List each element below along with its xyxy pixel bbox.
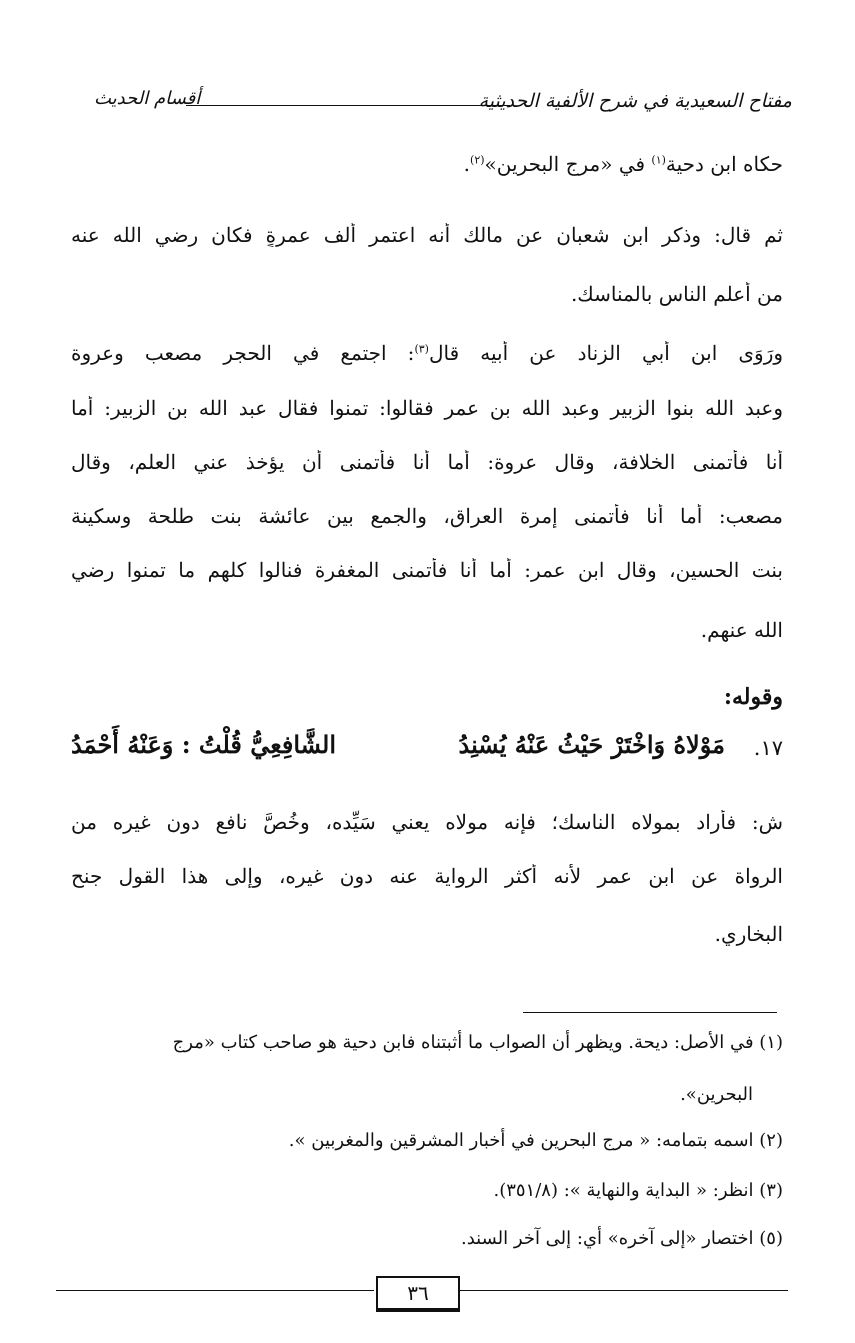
paragraph-2-line-1: ثم قال: وذكر ابن شعبان عن مالك أنه اعتمر ألف عمرةٍ فكان رضي الله عنه (71, 223, 783, 247)
footnote-rule (523, 1012, 777, 1013)
paragraph-3-line-1a: ورَوَى ابن أبي الزناد عن أبيه قال (428, 341, 783, 365)
paragraph-3-line-5: بنت الحسين، وقال ابن عمر: أما أنا فأتمنى المغفرة فنالوا كلهم ما تمنوا رضي (71, 558, 783, 582)
paragraph-4-line-1: ش: فأراد بمولاه الناسك؛ فإنه مولاه يعني سَيِّده، وخُصَّ نافع دون غيره من (71, 810, 783, 834)
paragraph-1-mid: في «مرج البحرين» (484, 152, 652, 176)
verse-hemistich-1: مَوْلاهُ وَاخْتَرْ حَيْثُ عَنْهُ يُسْنِدُ (458, 730, 725, 759)
footnote-3: (٣) انظر: « البداية والنهاية »: (٣٥١/٨). (493, 1180, 783, 1201)
page-number: ٣٦ (376, 1276, 460, 1312)
footnote-1-line-2: البحرين». (680, 1084, 753, 1105)
footnote-ref-2: (٢) (470, 153, 485, 167)
paragraph-3-line-2: وعبد الله بنوا الزبير وعبد الله بن عمر فقالوا: تمنوا فقال عبد الله بن الزبير: أما (71, 396, 783, 420)
paragraph-1-text: حكاه ابن دحية (665, 152, 783, 176)
verse-number: ١٧. (753, 736, 783, 760)
footer-rule-left (56, 1290, 374, 1291)
footnote-1-line-1: (١) في الأصل: ديحة. ويظهر أن الصواب ما أثبتناه فابن دحية هو صاحب كتاب «مرج (172, 1032, 783, 1053)
qawluhu-label: وقوله: (723, 684, 783, 710)
verse-17 (71, 728, 783, 772)
footnote-5: (٥) اختصار «إلى آخره» أي: إلى آخر السند. (461, 1228, 783, 1249)
running-header (80, 86, 792, 126)
footer-rule-right (458, 1290, 788, 1291)
paragraph-1 (71, 152, 783, 176)
footnote-ref-3: (٣) (414, 342, 429, 356)
paragraph-3-line-3: أنا فأتمنى الخلافة، وقال عروة: أما أنا فأتمنى أن يؤخذ عني العلم، وقال (71, 450, 783, 474)
paragraph-4-line-3: البخاري. (714, 922, 783, 946)
header-section-title: أقسام الحديث (94, 88, 201, 109)
paragraph-4-line-2: الرواة عن ابن عمر لأنه أكثر الرواية عنه دون غيره، وإلى هذا القول جنح (71, 864, 783, 888)
footnote-ref-1: (١) (651, 153, 666, 167)
paragraph-1-end: . (463, 152, 471, 176)
header-book-title: مفتاح السعيدية في شرح الألفية الحديثية (478, 90, 792, 112)
paragraph-2-line-2: من أعلم الناس بالمناسك. (570, 282, 783, 306)
verse-hemistich-2: الشَّافِعِيُّ قُلْتُ : وَعَنْهُ أَحْمَدُ (71, 730, 337, 759)
paragraph-3-line-4: مصعب: أما أنا فأتمنى إمرة العراق، والجمع بين عائشة بنت طلحة وسكينة (71, 504, 783, 528)
paragraph-3-line-1 (71, 341, 783, 365)
paragraph-3-line-6: الله عنهم. (700, 618, 783, 642)
footnote-2: (٢) اسمه بتمامه: « مرج البحرين في أخبار المشرقين والمغربين ». (288, 1130, 783, 1151)
paragraph-3-line-1b: : اجتمع في الحجر مصعب وعروة (71, 341, 415, 365)
header-rule (186, 105, 510, 106)
